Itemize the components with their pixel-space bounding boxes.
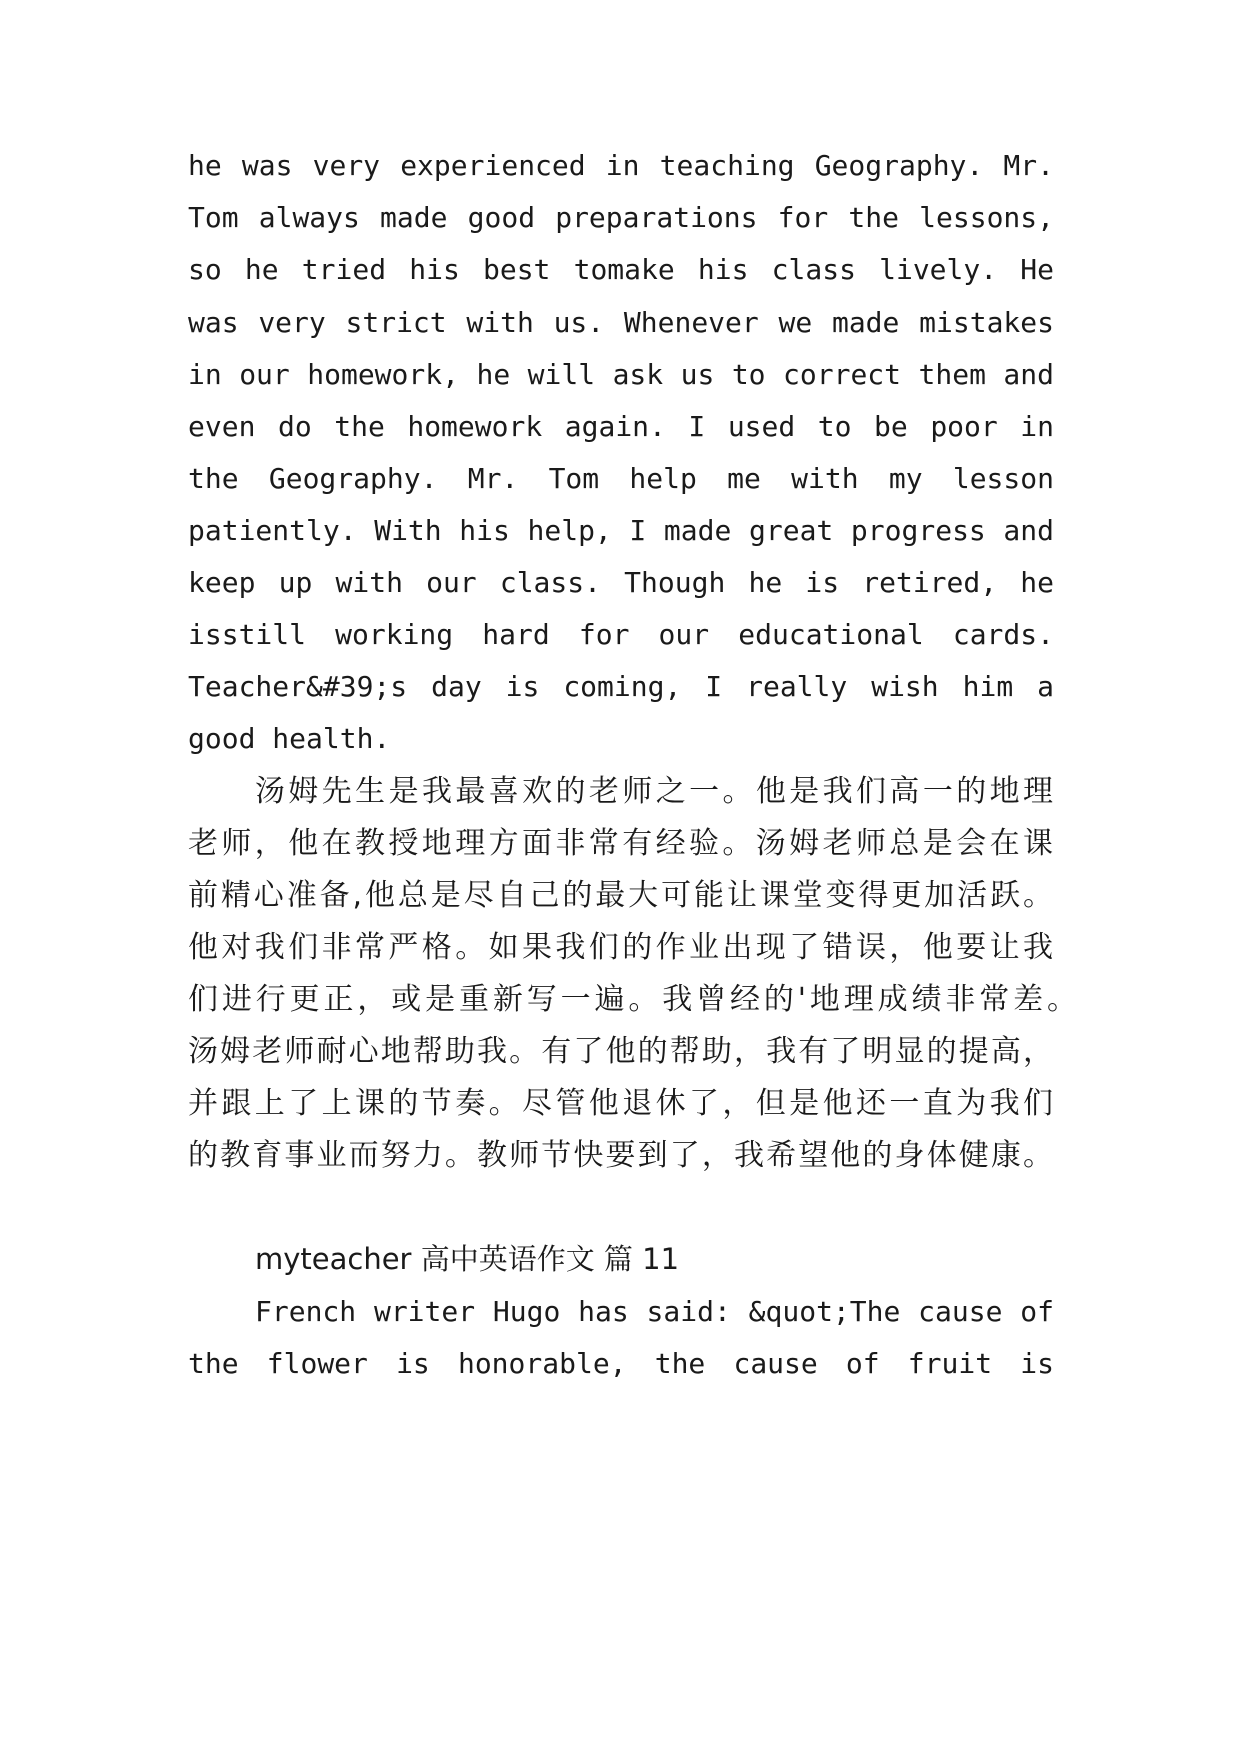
text-line: 们进行更正，或是重新写一遍。我曾经的'地理成绩非常差。 [188, 982, 1078, 1017]
text-line: in our homework, he will ask us to correct them and [188, 358, 1054, 391]
text-line: Tom always made good preparations for the lessons, [188, 201, 1054, 234]
section-heading: myteacher 高中英语作文 篇 11 [255, 1242, 680, 1276]
text-line: good health. [188, 722, 391, 755]
text-line: 老师，他在教授地理方面非常有经验。汤姆老师总是会在课 [188, 826, 1054, 861]
text-line: 汤姆老师耐心地帮助我。有了他的帮助，我有了明显的提高， [188, 1034, 1054, 1069]
text-line: keep up with our class. Though he is retired, he [188, 566, 1054, 599]
text-line: patiently. With his help, I made great progress and [188, 514, 1054, 547]
text-line: so he tried his best tomake his class lively. He [188, 253, 1054, 286]
text-line: 他对我们非常严格。如果我们的作业出现了错误，他要让我 [188, 930, 1054, 965]
text-line: 的教育事业而努力。教师节快要到了，我希望他的身体健康。 [188, 1138, 1054, 1173]
text-line: isstill working hard for our educational cards. [188, 618, 1054, 651]
text-line: Teacher&#39;s day is coming, I really wish him a [188, 670, 1054, 703]
text-line: 前精心准备,他总是尽自己的最大可能让课堂变得更加活跃。 [188, 878, 1054, 913]
text-line: even do the homework again. I used to be poor in [188, 410, 1054, 443]
text-line: the flower is honorable, the cause of fruit is [188, 1347, 1054, 1380]
text-line: he was very experienced in teaching Geography. Mr. [188, 149, 1054, 182]
text-line: 汤姆先生是我最喜欢的老师之一。他是我们高一的地理 [255, 774, 1054, 809]
text-line: the Geography. Mr. Tom help me with my lesson [188, 462, 1054, 495]
text-line: French writer Hugo has said: &quot;The cause of [255, 1295, 1054, 1328]
text-line: was very strict with us. Whenever we made mistakes [188, 306, 1054, 339]
text-line: 并跟上了上课的节奏。尽管他退休了，但是他还一直为我们 [188, 1086, 1054, 1121]
